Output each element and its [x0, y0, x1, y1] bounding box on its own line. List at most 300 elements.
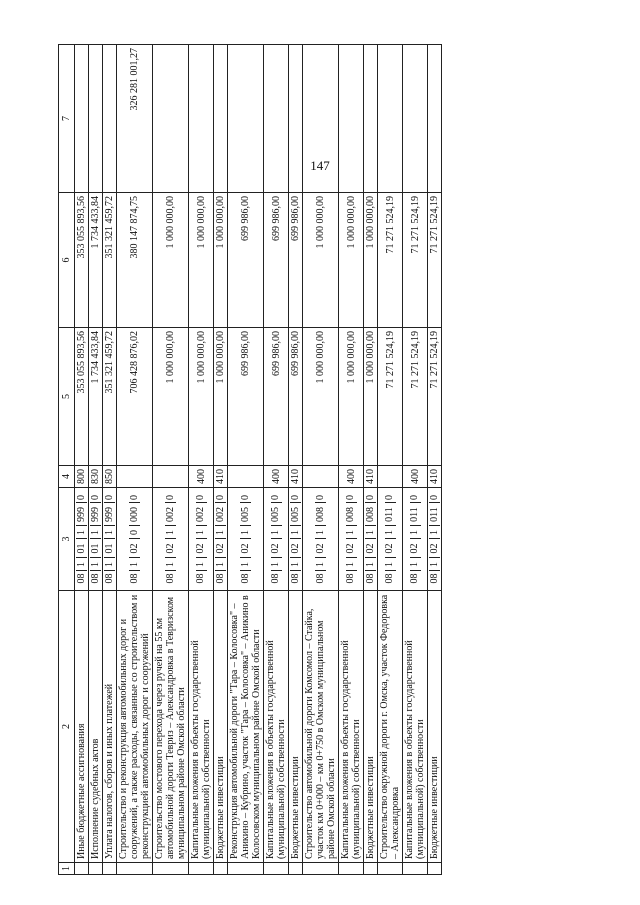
row-code-cell	[364, 488, 378, 591]
code-separator	[315, 571, 326, 572]
code-part: 02	[384, 543, 396, 554]
table-row	[289, 45, 303, 875]
row-c7-cell	[428, 45, 442, 193]
row-c5-cell: 351 321 459,72	[103, 328, 117, 466]
table-row	[89, 45, 103, 875]
row-c5-cell: 71 271 524,19	[403, 328, 428, 466]
row-c6-cell: 71 271 524,19	[428, 193, 442, 328]
code-part: 08	[89, 573, 101, 584]
code-part: 08	[345, 573, 357, 584]
row-c6-cell: 1 000 000,00	[189, 193, 214, 328]
row-number-cell	[214, 863, 228, 875]
code-separator	[240, 526, 251, 527]
row-name-cell: Бюджетные инвестиции	[364, 591, 378, 863]
row-c6-cell: 699 986,00	[289, 193, 303, 328]
code-separator	[104, 503, 115, 504]
row-c7-cell	[403, 45, 428, 193]
row-c6-cell: 351 321 459,72	[103, 193, 117, 328]
code-part: 0	[164, 495, 176, 500]
row-c4-cell: 830	[89, 466, 103, 488]
row-c6-cell: 71 271 524,19	[403, 193, 428, 328]
row-c5-cell: 1 000 000,00	[364, 328, 378, 466]
row-c5-cell: 699 986,00	[289, 328, 303, 466]
row-c7-cell	[189, 45, 214, 193]
code-part: 1	[428, 562, 440, 567]
header-cell-4: 4	[59, 466, 75, 488]
code-part: 011	[409, 507, 421, 522]
code-part: 08	[128, 573, 140, 584]
row-code-cell	[378, 488, 403, 591]
row-number-cell	[303, 863, 339, 875]
row-c6-cell: 353 055 893,56	[75, 193, 89, 328]
code-part: 1	[384, 562, 396, 567]
row-code-cell	[117, 488, 153, 591]
code-separator	[90, 539, 101, 540]
row-c4-cell	[378, 466, 403, 488]
row-c4-cell: 410	[289, 466, 303, 488]
header-cell-2: 2	[59, 591, 75, 863]
code-part: 08	[195, 573, 207, 584]
row-c7-cell	[264, 45, 289, 193]
code-part: 08	[164, 573, 176, 584]
code-part: 08	[289, 573, 301, 584]
code-separator	[240, 539, 251, 540]
row-code-cell	[264, 488, 289, 591]
code-separator	[346, 503, 357, 504]
code-part: 02	[195, 543, 207, 554]
code-separator	[240, 558, 251, 559]
code-part: 02	[409, 543, 421, 554]
row-c6-cell: 1 000 000,00	[303, 193, 339, 328]
code-separator	[129, 571, 140, 572]
code-separator	[290, 526, 301, 527]
table-row	[103, 45, 117, 875]
code-separator	[129, 558, 140, 559]
code-part: 08	[75, 573, 87, 584]
code-separator	[215, 571, 226, 572]
row-c7-cell	[153, 45, 189, 193]
code-part: 02	[164, 543, 176, 554]
row-c6-cell: 1 000 000,00	[364, 193, 378, 328]
row-c5-cell: 353 055 893,56	[75, 328, 89, 466]
row-code-cell	[289, 488, 303, 591]
row-c5-cell: 1 000 000,00	[339, 328, 364, 466]
code-separator	[104, 558, 115, 559]
table-row	[403, 45, 428, 875]
row-c7-cell	[103, 45, 117, 193]
row-number-cell	[378, 863, 403, 875]
code-separator	[346, 558, 357, 559]
code-separator	[196, 539, 207, 540]
code-separator	[429, 558, 440, 559]
code-part: 0	[345, 495, 357, 500]
code-separator	[129, 503, 140, 504]
code-part: 011	[428, 507, 440, 522]
code-part: 1	[409, 530, 421, 535]
code-part: 08	[364, 573, 376, 584]
row-c6-cell: 1 000 000,00	[214, 193, 228, 328]
code-part: 0	[103, 495, 115, 500]
row-c7-cell	[364, 45, 378, 193]
header-cell-5: 5	[59, 328, 75, 466]
rotated-table-container	[58, 45, 578, 875]
code-separator	[129, 526, 140, 527]
code-part: 02	[270, 543, 282, 554]
row-number-cell	[153, 863, 189, 875]
code-part: 02	[289, 543, 301, 554]
code-separator	[410, 571, 421, 572]
row-code-cell	[303, 488, 339, 591]
row-name-cell: Капитальные вложения в объекты государственной (муниципальной) собственности	[339, 591, 364, 863]
row-c4-cell	[117, 466, 153, 488]
row-c7-cell	[75, 45, 89, 193]
table-row	[189, 45, 214, 875]
row-c4-cell: 400	[189, 466, 214, 488]
table-header-row	[59, 45, 75, 875]
code-separator	[271, 539, 282, 540]
row-number-cell	[89, 863, 103, 875]
page-number: 147	[310, 158, 330, 173]
row-c7-cell	[303, 45, 339, 193]
code-part: 1	[384, 530, 396, 535]
code-part: 08	[314, 573, 326, 584]
code-separator	[365, 526, 376, 527]
code-part: 0	[270, 495, 282, 500]
header-cell-3: 3	[59, 488, 75, 591]
header-cell-7: 7	[59, 45, 75, 193]
row-name-cell: Капитальные вложения в объекты государственной (муниципальной) собственности	[264, 591, 289, 863]
row-name-cell: Бюджетные инвестиции	[289, 591, 303, 863]
code-separator	[385, 526, 396, 527]
code-separator	[76, 503, 87, 504]
table-row	[378, 45, 403, 875]
code-separator	[240, 571, 251, 572]
code-part: 0	[384, 495, 396, 500]
row-number-cell	[364, 863, 378, 875]
row-c6-cell: 1 734 433,84	[89, 193, 103, 328]
code-part: 1	[289, 530, 301, 535]
row-number-cell	[75, 863, 89, 875]
row-c6-cell: 71 271 524,19	[378, 193, 403, 328]
row-name-cell: Иные бюджетные ассигнования	[75, 591, 89, 863]
header-cell-6: 6	[59, 193, 75, 328]
table-row	[339, 45, 364, 875]
row-number-cell	[117, 863, 153, 875]
row-code-cell	[403, 488, 428, 591]
code-separator	[90, 526, 101, 527]
code-part: 02	[239, 543, 251, 554]
code-separator	[90, 503, 101, 504]
code-separator	[215, 558, 226, 559]
code-part: 1	[239, 530, 251, 535]
code-separator	[315, 539, 326, 540]
code-part: 1	[128, 562, 140, 567]
code-part: 0	[128, 530, 140, 535]
code-part: 1	[364, 562, 376, 567]
row-name-cell: Исполнение судебных актов	[89, 591, 103, 863]
row-number-cell	[339, 863, 364, 875]
code-part: 1	[345, 530, 357, 535]
code-part: 0	[89, 495, 101, 500]
code-separator	[196, 558, 207, 559]
code-separator	[90, 571, 101, 572]
row-code-cell	[189, 488, 214, 591]
code-part: 0	[75, 495, 87, 500]
table-row	[428, 45, 442, 875]
row-c4-cell: 400	[403, 466, 428, 488]
code-part: 02	[214, 543, 226, 554]
row-c4-cell: 850	[103, 466, 117, 488]
code-separator	[346, 571, 357, 572]
code-part: 01	[103, 543, 115, 554]
code-part: 1	[89, 530, 101, 535]
row-c5-cell: 71 271 524,19	[428, 328, 442, 466]
row-c6-cell: 699 986,00	[264, 193, 289, 328]
table-row	[153, 45, 189, 875]
row-c4-cell	[303, 466, 339, 488]
row-c5-cell: 1 000 000,00	[303, 328, 339, 466]
code-part: 1	[214, 562, 226, 567]
code-part: 08	[214, 573, 226, 584]
code-separator	[290, 571, 301, 572]
row-number-cell	[403, 863, 428, 875]
code-separator	[429, 526, 440, 527]
code-part: 999	[103, 507, 115, 522]
code-separator	[76, 558, 87, 559]
code-separator	[410, 526, 421, 527]
code-separator	[290, 539, 301, 540]
code-separator	[165, 558, 176, 559]
row-number-cell	[289, 863, 303, 875]
code-separator	[385, 503, 396, 504]
code-part: 08	[103, 573, 115, 584]
code-part: 999	[89, 507, 101, 522]
code-part: 1	[195, 562, 207, 567]
code-part: 1	[164, 530, 176, 535]
code-separator	[240, 503, 251, 504]
code-separator	[429, 571, 440, 572]
code-separator	[165, 503, 176, 504]
row-number-cell	[189, 863, 214, 875]
code-part: 1	[270, 530, 282, 535]
code-separator	[165, 571, 176, 572]
row-c7-cell	[214, 45, 228, 193]
code-part: 08	[239, 573, 251, 584]
table-row	[364, 45, 378, 875]
row-c5-cell: 699 986,00	[228, 328, 264, 466]
code-separator	[76, 526, 87, 527]
code-separator	[165, 526, 176, 527]
table-row	[228, 45, 264, 875]
code-separator	[271, 503, 282, 504]
code-part: 01	[75, 543, 87, 554]
code-separator	[196, 503, 207, 504]
code-part: 1	[103, 530, 115, 535]
row-number-cell	[228, 863, 264, 875]
code-separator	[271, 526, 282, 527]
code-part: 0	[409, 495, 421, 500]
row-c4-cell: 400	[264, 466, 289, 488]
code-separator	[385, 558, 396, 559]
row-number-cell	[103, 863, 117, 875]
code-separator	[365, 503, 376, 504]
row-code-cell	[228, 488, 264, 591]
code-separator	[104, 539, 115, 540]
code-part: 1	[345, 562, 357, 567]
code-separator	[315, 526, 326, 527]
row-code-cell	[103, 488, 117, 591]
code-separator	[215, 503, 226, 504]
code-part: 1	[75, 562, 87, 567]
code-part: 08	[428, 573, 440, 584]
code-part: 999	[75, 507, 87, 522]
code-part: 08	[409, 573, 421, 584]
code-part: 0	[428, 495, 440, 500]
code-part: 1	[214, 530, 226, 535]
row-c7-cell	[89, 45, 103, 193]
code-part: 0	[364, 495, 376, 500]
code-part: 002	[195, 507, 207, 522]
row-c7-cell	[228, 45, 264, 193]
row-c4-cell: 800	[75, 466, 89, 488]
row-c6-cell: 1 000 000,00	[153, 193, 189, 328]
row-code-cell	[339, 488, 364, 591]
code-part: 1	[314, 530, 326, 535]
row-c5-cell: 1 000 000,00	[189, 328, 214, 466]
code-separator	[410, 558, 421, 559]
row-code-cell	[214, 488, 228, 591]
row-c6-cell: 1 000 000,00	[339, 193, 364, 328]
code-part: 1	[164, 562, 176, 567]
code-separator	[196, 571, 207, 572]
row-name-cell: Строительство автомобильной дороги Комсомол – Стайка, участок км 0+000 – км 0+750 в Омском муниципальном районе Омской области	[303, 591, 339, 863]
row-c4-cell: 410	[364, 466, 378, 488]
code-part: 02	[428, 543, 440, 554]
code-part: 008	[314, 507, 326, 522]
code-separator	[385, 539, 396, 540]
code-separator	[271, 558, 282, 559]
table-body	[59, 45, 442, 875]
code-separator	[346, 526, 357, 527]
code-separator	[346, 539, 357, 540]
row-name-cell: Бюджетные инвестиции	[214, 591, 228, 863]
code-separator	[429, 503, 440, 504]
row-name-cell: Бюджетные инвестиции	[428, 591, 442, 863]
code-part: 002	[164, 507, 176, 522]
code-separator	[90, 558, 101, 559]
row-c6-cell: 380 147 874,75	[117, 193, 153, 328]
table-row	[75, 45, 89, 875]
code-part: 0	[195, 495, 207, 500]
row-code-cell	[75, 488, 89, 591]
code-part: 1	[428, 530, 440, 535]
code-part: 0	[214, 495, 226, 500]
code-part: 008	[364, 507, 376, 522]
code-part: 005	[289, 507, 301, 522]
header-cell-1: 1	[59, 863, 75, 875]
code-part: 000	[128, 507, 140, 522]
row-c5-cell: 1 000 000,00	[214, 328, 228, 466]
code-separator	[385, 571, 396, 572]
code-separator	[76, 571, 87, 572]
row-name-cell: Капитальные вложения в объекты государственной (муниципальной) собственности	[189, 591, 214, 863]
row-c5-cell: 1 000 000,00	[153, 328, 189, 466]
table-row	[264, 45, 289, 875]
row-code-cell	[428, 488, 442, 591]
code-separator	[315, 558, 326, 559]
code-part: 1	[195, 530, 207, 535]
code-part: 1	[270, 562, 282, 567]
row-c4-cell	[228, 466, 264, 488]
row-c4-cell: 410	[214, 466, 228, 488]
code-part: 02	[345, 543, 357, 554]
row-name-cell: Уплата налогов, сборов и иных платежей	[103, 591, 117, 863]
code-separator	[290, 503, 301, 504]
code-part: 1	[89, 562, 101, 567]
code-part: 0	[314, 495, 326, 500]
row-name-cell: Реконструкция автомобильной дороги "Тара – Колосовка" – Аникино – Кубрино, участок "Тара – Колосовка" – Аникино в Колосовском муниципальном районе Омской области	[228, 591, 264, 863]
row-number-cell	[264, 863, 289, 875]
row-c7-cell	[378, 45, 403, 193]
row-c5-cell: 1 734 433,84	[89, 328, 103, 466]
table-row	[117, 45, 153, 875]
row-c4-cell	[153, 466, 189, 488]
code-separator	[76, 539, 87, 540]
code-part: 008	[345, 507, 357, 522]
code-part: 1	[239, 562, 251, 567]
row-c6-cell: 699 986,00	[228, 193, 264, 328]
row-name-cell: Строительство окружной дороги г. Омска, участок Федоровка – Александровка	[378, 591, 403, 863]
code-part: 1	[364, 530, 376, 535]
row-c7-cell	[339, 45, 364, 193]
code-separator	[129, 539, 140, 540]
code-separator	[315, 503, 326, 504]
code-separator	[215, 526, 226, 527]
row-code-cell	[153, 488, 189, 591]
row-number-cell	[428, 863, 442, 875]
code-separator	[215, 539, 226, 540]
code-separator	[290, 558, 301, 559]
code-separator	[365, 539, 376, 540]
code-part: 02	[364, 543, 376, 554]
row-c4-cell: 400	[339, 466, 364, 488]
code-separator	[104, 571, 115, 572]
row-name-cell: Строительство мостового перехода через ручей на 55 км автомобильной дороги Тевриз – Александровка в Тевризском муниципальном районе Омской области	[153, 591, 189, 863]
code-separator	[165, 539, 176, 540]
code-part: 02	[314, 543, 326, 554]
table-row	[303, 45, 339, 875]
code-separator	[410, 503, 421, 504]
code-part: 0	[128, 495, 140, 500]
code-part: 002	[214, 507, 226, 522]
code-separator	[365, 571, 376, 572]
code-part: 1	[103, 562, 115, 567]
code-part: 02	[128, 543, 140, 554]
row-c5-cell: 699 986,00	[264, 328, 289, 466]
budget-table	[58, 44, 442, 875]
row-c7-cell	[289, 45, 303, 193]
row-name-cell: Капитальные вложения в объекты государственной (муниципальной) собственности	[403, 591, 428, 863]
code-part: 01	[89, 543, 101, 554]
code-part: 1	[289, 562, 301, 567]
code-part: 005	[270, 507, 282, 522]
code-separator	[196, 526, 207, 527]
code-part: 0	[289, 495, 301, 500]
code-separator	[410, 539, 421, 540]
code-separator	[429, 539, 440, 540]
code-part: 1	[75, 530, 87, 535]
table-row	[214, 45, 228, 875]
